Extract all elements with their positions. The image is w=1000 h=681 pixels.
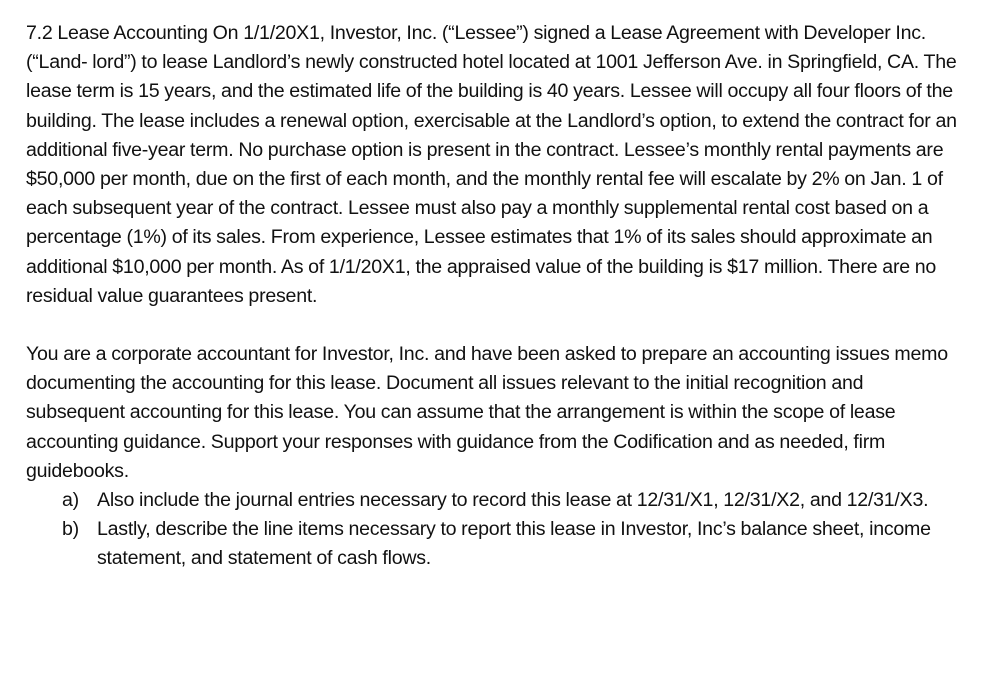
list-item — [26, 515, 966, 573]
case-description-paragraph: 7.2 Lease Accounting On 1/1/20X1, Investor, Inc. (“Lessee”) signed a Lease Agreement with Developer Inc. (“Land- lord”) to lease Landlord’s newly constructed hotel located at 1001 Jefferson Ave. in Springfield, CA. The lease term is 15 years, and the estimated life of the building is 40 years. Lessee will occupy all four floors of the building. The lease includes a renewal option, exercisable at the Landlord’s option, to extend the contract for an additional five-year term. No purchase option is present in the contract. Lessee’s monthly rental payments are $50,000 per month, due on the first of each month, and the monthly rental fee will escalate by 2% on Jan. 1 of each subsequent year of the contract. Lessee must also pay a monthly supplemental rental cost based on a percentage (1%) of its sales. From experience, Lessee estimates that 1% of its sales should approximate an additional $10,000 per month. As of 1/1/20X1, the appraised value of the building is $17 million. There are no residual value guarantees present. — [26, 22, 957, 307]
list-item-marker: a) — [62, 489, 79, 512]
assignment-instructions-paragraph: You are a corporate accountant for Investor, Inc. and have been asked to prepare an accounting issues memo documenting the accounting for this lease. Document all issues relevant to the initial recognition and subsequent accounting for this lease. You can assume that the arrangement is within the scope of lease accounting guidance. Support your responses with guidance from the Codification and as needed, firm guidebooks. — [26, 343, 948, 482]
list-item-marker: b) — [62, 518, 79, 541]
list-item — [26, 486, 966, 515]
paragraph-spacer — [26, 311, 966, 340]
list-item-text: Also include the journal entries necessary to record this lease at 12/31/X1, 12/31/X2, and 12/31/X3. — [97, 489, 929, 512]
document-body — [26, 19, 966, 574]
requirements-list — [26, 486, 966, 574]
list-item-text: Lastly, describe the line items necessary to report this lease in Investor, Inc’s balance sheet, income statement, and statement of cash flows. — [97, 518, 931, 570]
